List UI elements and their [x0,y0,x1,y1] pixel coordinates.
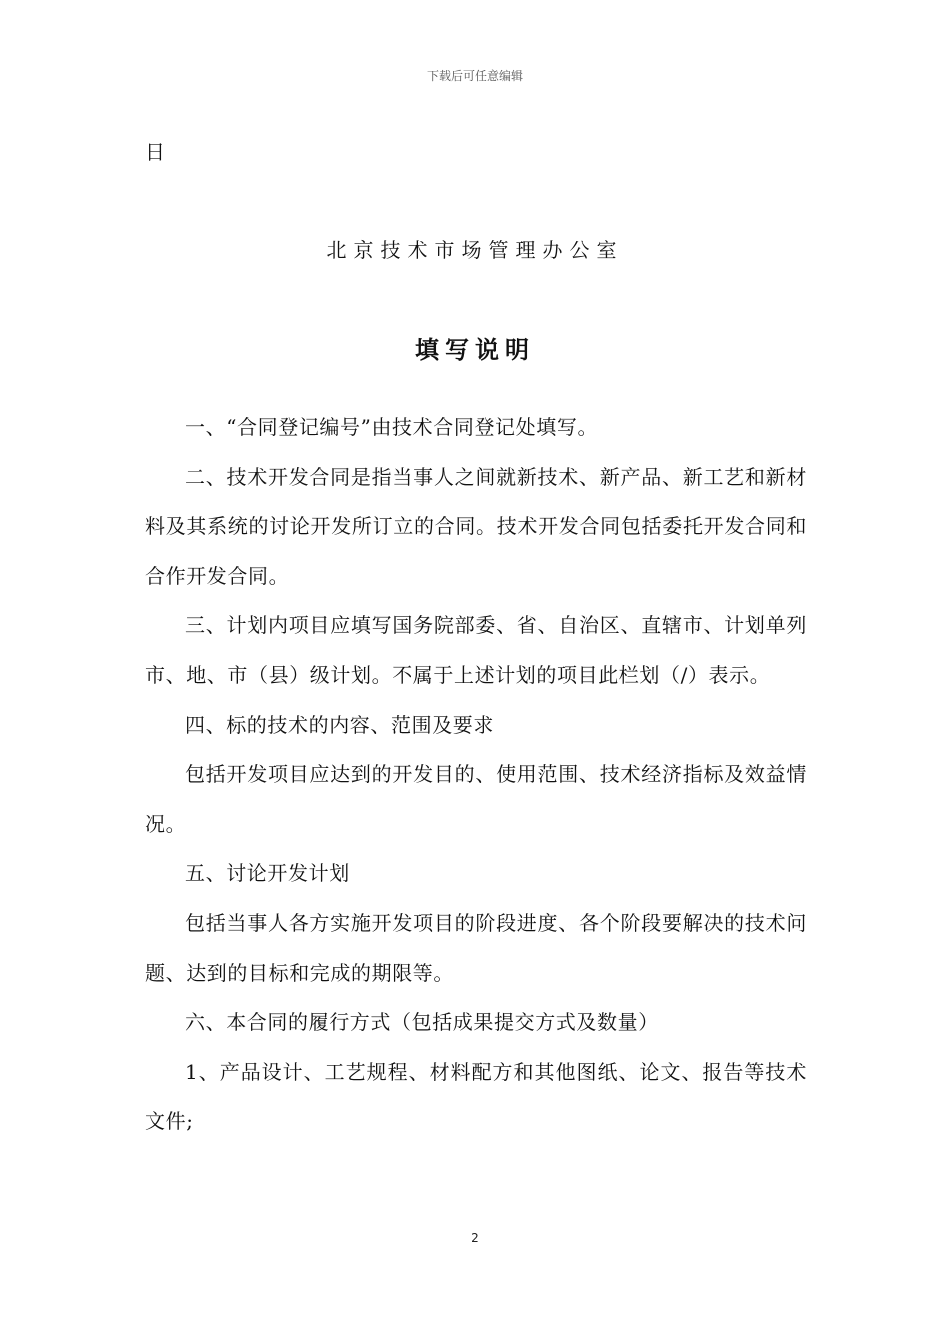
instructions-body [145,403,807,1147]
paragraph-plan-content: 包括当事人各方实施开发项目的阶段进度、各个阶段要解决的技术问题、达到的目标和完成的期限等。 [145,910,807,985]
paragraph-subject-heading: 四、标的技术的内容、范围及要求 [185,712,494,737]
day-character: 日 [145,140,165,164]
page-number: 2 [471,1231,479,1245]
office-name: 北京技术市场管理办公室 [326,238,624,262]
paragraph-performance-heading: 六、本合同的履行方式（包括成果提交方式及数量） [185,1010,659,1035]
header-note: 下载后可任意编辑 [426,69,523,83]
paragraph-subject-content: 包括开发项目应达到的开发目的、使用范围、技术经济指标及效益情况。 [145,762,807,836]
document-title: 填写说明 [415,336,535,364]
paragraph-technical-documents: 1、产品设计、工艺规程、材料配方和其他图纸、论文、报告等技术文件; [145,1059,807,1134]
paragraph-planned-projects: 三、计划内项目应填写国务院部委、省、自治区、直辖市、计划单列市、地、市（县）级计划。不属于上述计划的项目此栏划（/）表示。 [145,613,807,687]
paragraph-plan-heading: 五、讨论开发计划 [185,861,350,886]
paragraph-development-contract: 二、技术开发合同是指当事人之间就新技术、新产品、新工艺和新材料及其系统的讨论开发所订立的合同。技术开发合同包括委托开发合同和合作开发合同。 [145,464,807,588]
paragraph-contract-number: 一、“合同登记编号”由技术合同登记处填写。 [185,415,599,439]
